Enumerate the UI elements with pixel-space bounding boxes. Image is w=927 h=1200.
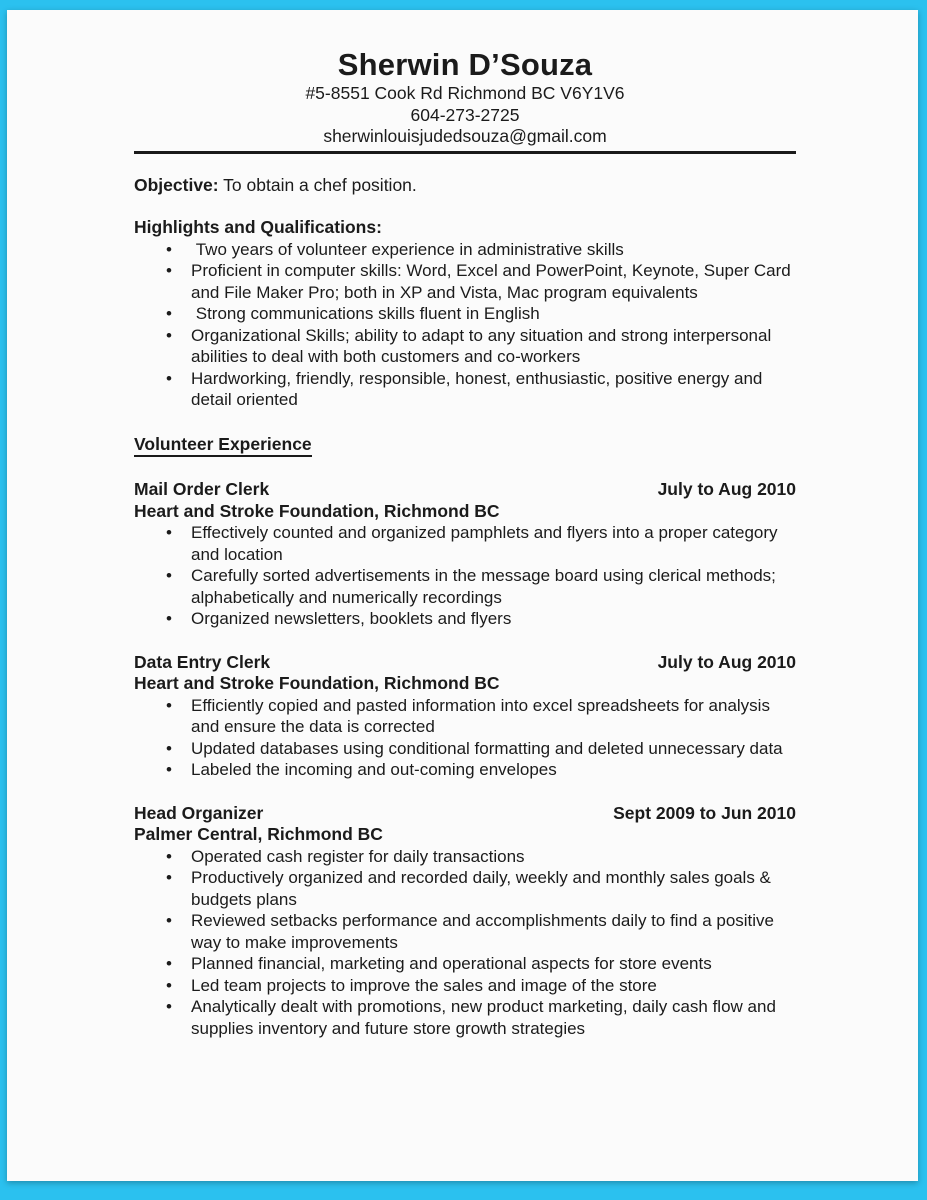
job-bullet: • Labeled the incoming and out-coming envelopes xyxy=(191,759,796,781)
job-header xyxy=(134,803,796,825)
job-bullet-list xyxy=(134,522,796,630)
highlights-section xyxy=(134,217,796,411)
highlight-item: • Strong communications skills fluent in English xyxy=(191,303,796,325)
highlights-heading: Highlights and Qualifications: xyxy=(134,217,382,237)
job-entry-data-entry-clerk xyxy=(134,652,796,781)
experience-section xyxy=(134,434,796,1040)
contact-email: sherwinlouisjudedsouza@gmail.com xyxy=(323,126,607,146)
job-bullet: • Efficiently copied and pasted information into excel spreadsheets for analysis and ensure the data is corrected xyxy=(191,695,796,738)
job-title: Mail Order Clerk xyxy=(134,479,270,499)
highlight-item: • Hardworking, friendly, responsible, honest, enthusiastic, positive energy and detail oriented xyxy=(191,368,796,411)
contact-phone: 604-273-2725 xyxy=(410,104,520,125)
resume-header xyxy=(134,47,796,148)
job-organization: Heart and Stroke Foundation, Richmond BC xyxy=(134,673,500,693)
job-bullet: • Analytically dealt with promotions, new product marketing, daily cash flow and supplies inventory and future store growth strategies xyxy=(191,996,796,1039)
job-bullet-list xyxy=(134,695,796,781)
job-entry-mail-order-clerk xyxy=(134,479,796,630)
job-dates: Sept 2009 to Jun 2010 xyxy=(613,802,796,823)
job-bullet: • Effectively counted and organized pamphlets and flyers into a proper category and location xyxy=(191,522,796,565)
job-header xyxy=(134,652,796,674)
resume-page xyxy=(7,10,918,1181)
job-bullet: • Carefully sorted advertisements in the message board using clerical methods; alphabetically and numerically recordings xyxy=(191,565,796,608)
contact-address: #5-8551 Cook Rd Richmond BC V6Y1V6 xyxy=(305,83,625,103)
highlight-item: • Organizational Skills; ability to adapt to any situation and strong interpersonal abilities to deal with both customers and co-workers xyxy=(191,325,796,368)
job-header xyxy=(134,479,796,501)
job-bullet-list xyxy=(134,846,796,1040)
person-name: Sherwin D’Souza xyxy=(337,47,593,82)
job-dates: July to Aug 2010 xyxy=(657,479,796,499)
job-bullet: • Organized newsletters, booklets and flyers xyxy=(191,608,796,630)
job-bullet: • Planned financial, marketing and operational aspects for store events xyxy=(191,953,796,975)
highlight-item: • Proficient in computer skills: Word, Excel and PowerPoint, Keynote, Super Card and File Maker Pro; both in XP and Vista, Mac program equivalents xyxy=(191,260,796,303)
experience-heading: Volunteer Experience xyxy=(134,434,312,458)
highlight-item: • Two years of volunteer experience in administrative skills xyxy=(191,239,796,261)
job-entry-head-organizer xyxy=(134,803,796,1040)
objective-text: To obtain a chef position. xyxy=(218,174,417,195)
job-title: Data Entry Clerk xyxy=(134,651,271,672)
job-organization: Palmer Central, Richmond BC xyxy=(134,824,383,844)
job-bullet: • Updated databases using conditional formatting and deleted unnecessary data xyxy=(191,738,796,760)
job-title: Head Organizer xyxy=(134,802,264,823)
header-divider xyxy=(134,151,796,154)
objective-section xyxy=(134,175,796,197)
job-bullet: • Led team projects to improve the sales and image of the store xyxy=(191,975,796,997)
job-bullet: • Reviewed setbacks performance and accomplishments daily to find a positive way to make improvements xyxy=(191,910,796,953)
job-dates: July to Aug 2010 xyxy=(657,651,796,672)
job-organization: Heart and Stroke Foundation, Richmond BC xyxy=(134,500,500,521)
objective-label: Objective: xyxy=(134,174,219,195)
job-bullet: • Operated cash register for daily transactions xyxy=(191,846,796,868)
job-bullet: • Productively organized and recorded daily, weekly and monthly sales goals & budgets plans xyxy=(191,867,796,910)
highlights-list xyxy=(134,239,796,411)
